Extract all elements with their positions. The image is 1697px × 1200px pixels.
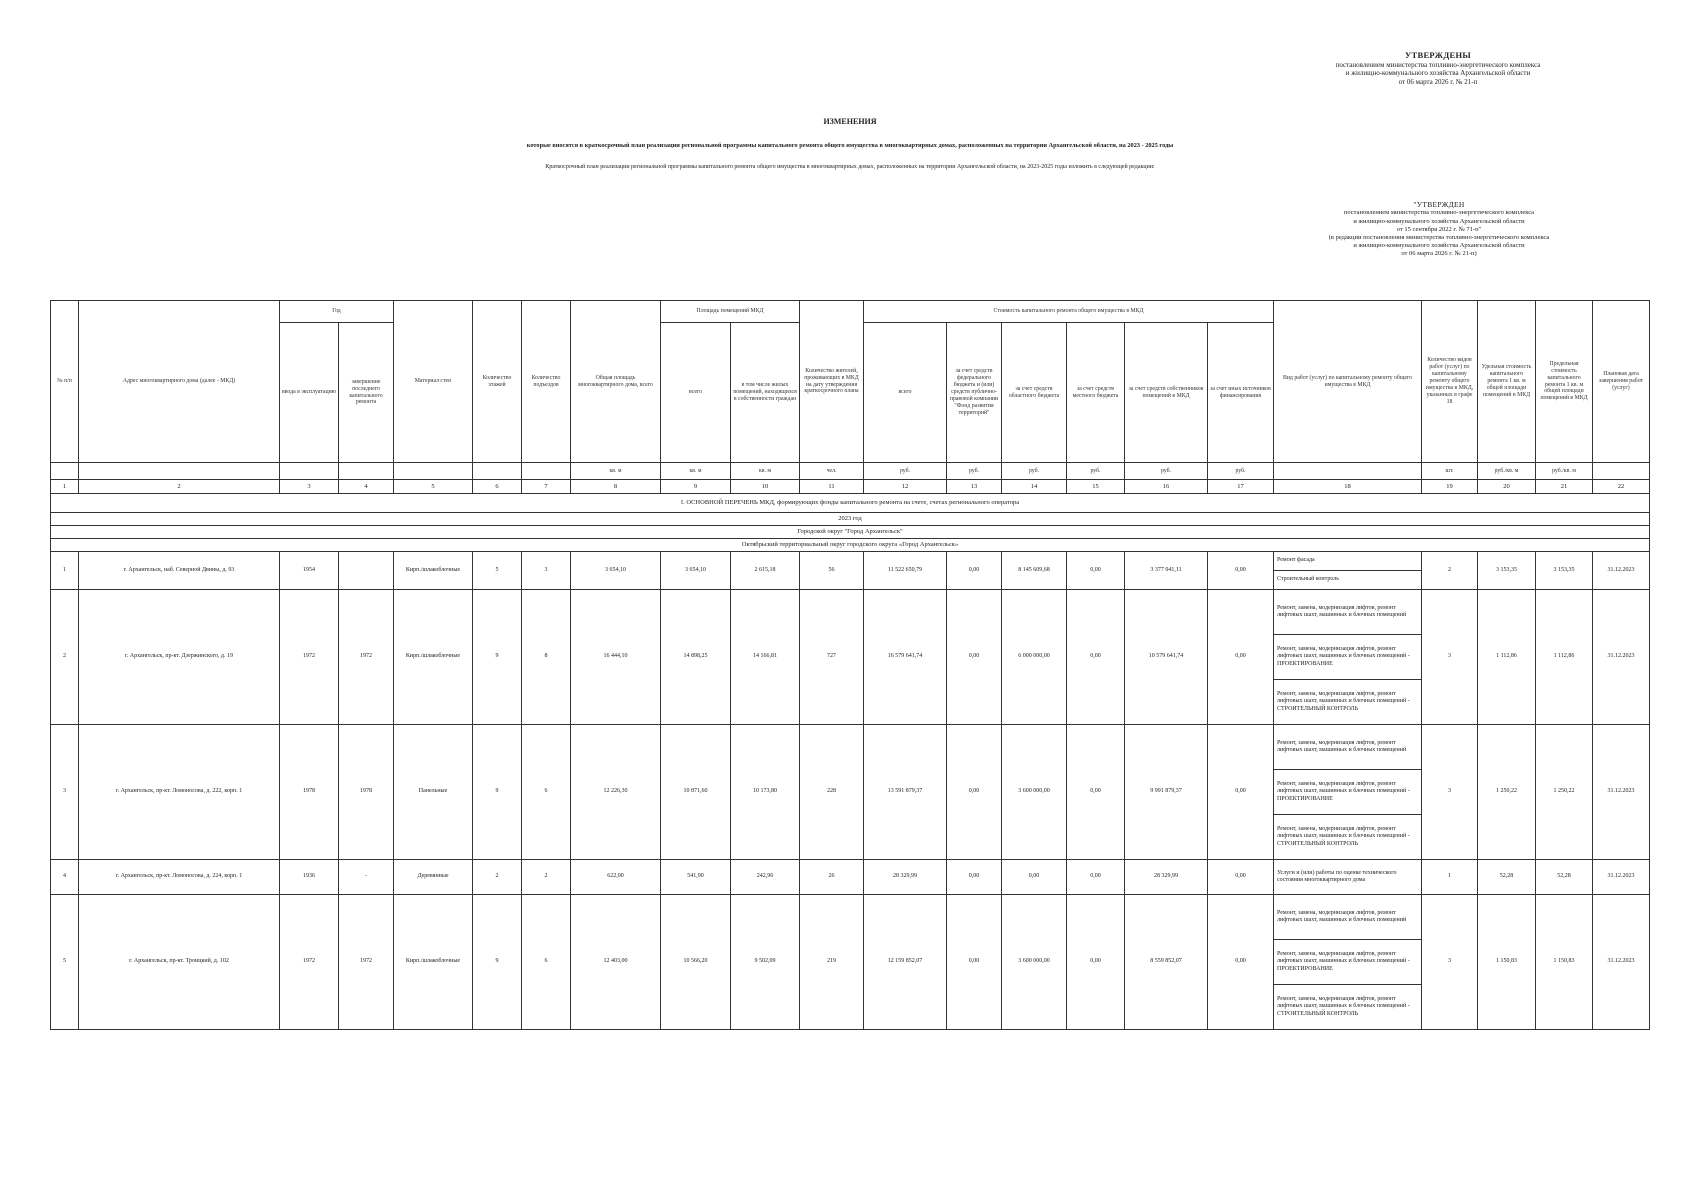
- cell-cost-reg: 0,00: [1002, 860, 1067, 895]
- col-year-repair-header: завершение последнего капитального ремонта: [339, 323, 394, 463]
- column-number-cell: 5: [394, 480, 473, 494]
- cell-work-count: 2: [1422, 552, 1478, 590]
- col-cost-group-header: Стоимость капитального ремонта общего имущества в МКД: [864, 301, 1274, 323]
- approval-line: и жилищно-коммунального хозяйства Архангельской области: [1353, 217, 1525, 225]
- col-work-count-header: Количество видов работ (услуг) по капитальному ремонту общего имущества в МКД, указанных в графе 18: [1422, 301, 1478, 463]
- col-num-header: № п/п: [51, 301, 79, 463]
- unit-cell: [79, 463, 280, 480]
- cell-unit-cost: 1 150,83: [1478, 895, 1536, 1030]
- cell-cost-loc: 0,00: [1067, 895, 1125, 1030]
- unit-cell: [1593, 463, 1650, 480]
- unit-cell: чел.: [800, 463, 864, 480]
- cell-work-type: Ремонт, замена, модернизация лифтов, ремонт лифтовых шахт, машинных и блочных помещений - ПРОЕКТИРОВАНИЕ: [1274, 635, 1422, 680]
- cell-area-all: 10 871,60: [661, 725, 731, 860]
- cell-walls: Кирп./шлакоблочные: [394, 552, 473, 590]
- column-number-cell: 22: [1593, 480, 1650, 494]
- unit-cell: [473, 463, 522, 480]
- unit-cell: руб.: [1002, 463, 1067, 480]
- cell-year-repair: 1972: [339, 590, 394, 725]
- cell-cost-own: 10 579 641,74: [1125, 590, 1208, 725]
- column-number-cell: 9: [661, 480, 731, 494]
- column-number-cell: 1: [51, 480, 79, 494]
- cell-total-area: 622,00: [571, 860, 661, 895]
- cell-entrances: 6: [522, 895, 571, 1030]
- cell-cost-loc: 0,00: [1067, 860, 1125, 895]
- col-cost-own-header: за счет средств собственников помещений в МКД: [1125, 323, 1208, 463]
- cell-cost-fed: 0,00: [947, 590, 1002, 725]
- cell-work-count: 3: [1422, 895, 1478, 1030]
- cell-floors: 5: [473, 552, 522, 590]
- cell-cost-oth: 0,00: [1208, 860, 1274, 895]
- cell-cost-reg: 3 600 000,00: [1002, 895, 1067, 1030]
- cell-cost-oth: 0,00: [1208, 895, 1274, 1030]
- approval-heading: "УТВЕРЖДЕН: [1413, 200, 1465, 209]
- section-subdistrict-heading: Октябрьский территориальный округ городского округа «Город Архангельск»: [51, 539, 1650, 552]
- cell-residents: 727: [800, 590, 864, 725]
- cell-area-res: 10 173,80: [731, 725, 800, 860]
- cell-max-cost: 1 112,86: [1536, 590, 1593, 725]
- column-number-cell: 15: [1067, 480, 1125, 494]
- cell-residents: 26: [800, 860, 864, 895]
- column-number-cell: 4: [339, 480, 394, 494]
- cell-area-res: 9 502,09: [731, 895, 800, 1030]
- unit-cell: руб.: [1067, 463, 1125, 480]
- cell-cost-total: 13 591 879,37: [864, 725, 947, 860]
- cell-cost-own: 9 991 879,37: [1125, 725, 1208, 860]
- unit-cell: руб./кв. м: [1536, 463, 1593, 480]
- cell-num: 3: [51, 725, 79, 860]
- cell-area-all: 541,90: [661, 860, 731, 895]
- col-area-all-header: всего: [661, 323, 731, 463]
- col-total-area-header: Общая площадь многоквартирного дома, всего: [571, 301, 661, 463]
- col-floors-header: Количество этажей: [473, 301, 522, 463]
- col-max-cost-header: Предельная стоимость капитального ремонта 1 кв. м общей площади помещений в МКД: [1536, 301, 1593, 463]
- unit-cell: [51, 463, 79, 480]
- cell-address: г. Архангельск, пр-кт. Ломоносова, д. 224, корп. 1: [79, 860, 280, 895]
- cell-year-repair: 1972: [339, 895, 394, 1030]
- cell-walls: Панельные: [394, 725, 473, 860]
- cell-year-commission: 1954: [280, 552, 339, 590]
- cell-work-type: Ремонт, замена, модернизация лифтов, ремонт лифтовых шахт, машинных и блочных помещений: [1274, 590, 1422, 635]
- col-work-type-header: Вид работ (услуг) по капитальному ремонту общего имущества в МКД: [1274, 301, 1422, 463]
- cell-work-type: Ремонт фасада: [1274, 552, 1422, 571]
- col-cost-loc-header: за счет средств местного бюджета: [1067, 323, 1125, 463]
- table-row: [51, 895, 1650, 940]
- cell-cost-reg: 8 145 609,68: [1002, 552, 1067, 590]
- cell-cost-own: 3 377 041,11: [1125, 552, 1208, 590]
- cell-cost-own: 8 559 852,07: [1125, 895, 1208, 1030]
- column-number-cell: 18: [1274, 480, 1422, 494]
- unit-cell: руб.: [947, 463, 1002, 480]
- cell-floors: 2: [473, 860, 522, 895]
- cell-entrances: 3: [522, 552, 571, 590]
- unit-cell: кв. м: [661, 463, 731, 480]
- cell-cost-total: 12 159 852,07: [864, 895, 947, 1030]
- cell-cost-fed: 0,00: [947, 860, 1002, 895]
- cell-year-commission: 1972: [280, 590, 339, 725]
- unit-cell: руб.: [864, 463, 947, 480]
- unit-cell: [339, 463, 394, 480]
- col-cost-fed-header: за счет средств федерального бюджета и (или) средств публично-правовой компании "Фонд развития территорий": [947, 323, 1002, 463]
- cell-floors: 9: [473, 725, 522, 860]
- unit-cell: руб.: [1208, 463, 1274, 480]
- cell-num: 4: [51, 860, 79, 895]
- cell-work-type: Ремонт, замена, модернизация лифтов, ремонт лифтовых шахт, машинных и блочных помещений - СТРОИТЕЛЬНЫЙ КОНТРОЛЬ: [1274, 680, 1422, 725]
- approval-stamp-second: [1270, 200, 1608, 258]
- cell-year-commission: 1936: [280, 860, 339, 895]
- cell-cost-reg: 3 600 000,00: [1002, 725, 1067, 860]
- col-year-commission-header: ввода в эксплуатацию: [280, 323, 339, 463]
- cell-cost-total: 16 579 641,74: [864, 590, 947, 725]
- table-row: [51, 590, 1650, 635]
- column-number-cell: 12: [864, 480, 947, 494]
- approval-line: и жилищно-коммунального хозяйства Архангельской области: [1353, 241, 1525, 249]
- cell-work-type: Ремонт, замена, модернизация лифтов, ремонт лифтовых шахт, машинных и блочных помещений - СТРОИТЕЛЬНЫЙ КОНТРОЛЬ: [1274, 985, 1422, 1030]
- unit-cell: [280, 463, 339, 480]
- col-date-header: Плановая дата завершения работ (услуг): [1593, 301, 1650, 463]
- document-note: Краткосрочный план реализации региональной программы капитального ремонта общего имущества в многоквартирных домах, расположенных на территории Архангельской области, на 2023-2025 годы изложить в следующей редакции:: [545, 164, 1155, 170]
- approval-line: от 15 сентября 2022 г. № 71-п": [1396, 225, 1482, 233]
- approval-line: от 06 марта 2026 г. № 21-п): [1401, 250, 1477, 257]
- cell-floors: 9: [473, 590, 522, 725]
- cell-walls: Кирп./шлакоблочные: [394, 590, 473, 725]
- column-number-cell: 11: [800, 480, 864, 494]
- section-main-heading: I. ОСНОВНОЙ ПЕРЕЧЕНЬ МКД, формирующих фонды капитального ремонта на счете, счетах регионального оператора: [51, 494, 1650, 513]
- column-number-cell: 14: [1002, 480, 1067, 494]
- cell-cost-reg: 6 000 000,00: [1002, 590, 1067, 725]
- cell-date: 31.12.2023: [1593, 552, 1650, 590]
- cell-floors: 9: [473, 895, 522, 1030]
- cell-address: г. Архангельск, пр-кт. Ломоносова, д. 222, корп. 1: [79, 725, 280, 860]
- cell-cost-oth: 0,00: [1208, 590, 1274, 725]
- approval-line: и жилищно-коммунального хозяйства Архангельской области: [1345, 69, 1531, 78]
- column-number-cell: 7: [522, 480, 571, 494]
- cell-unit-cost: 1 250,22: [1478, 725, 1536, 860]
- cell-entrances: 6: [522, 725, 571, 860]
- cell-work-type: Ремонт, замена, модернизация лифтов, ремонт лифтовых шахт, машинных и блочных помещений - ПРОЕКТИРОВАНИЕ: [1274, 770, 1422, 815]
- cell-cost-total: 28 329,99: [864, 860, 947, 895]
- unit-cell: руб./кв. м: [1478, 463, 1536, 480]
- cell-work-type: Ремонт, замена, модернизация лифтов, ремонт лифтовых шахт, машинных и блочных помещений: [1274, 895, 1422, 940]
- approval-line: (в редакции постановления министерства топливно-энергетического комплекса: [1328, 233, 1550, 241]
- cell-unit-cost: 52,28: [1478, 860, 1536, 895]
- col-entrances-header: Количество подъездов: [522, 301, 571, 463]
- cell-date: 31.12.2023: [1593, 895, 1650, 1030]
- col-cost-reg-header: за счет средств областного бюджета: [1002, 323, 1067, 463]
- column-number-cell: 21: [1536, 480, 1593, 494]
- cell-cost-fed: 0,00: [947, 552, 1002, 590]
- cell-total-area: 12 403,00: [571, 895, 661, 1030]
- cell-year-repair: 1978: [339, 725, 394, 860]
- cell-walls: Деревянные: [394, 860, 473, 895]
- unit-cell: [1274, 463, 1422, 480]
- cell-date: 31.12.2023: [1593, 590, 1650, 725]
- cell-area-all: 10 566,20: [661, 895, 731, 1030]
- cell-work-type: Услуги и (или) работы по оценке технического состояния многоквартирного дома: [1274, 860, 1422, 895]
- cell-max-cost: 52,28: [1536, 860, 1593, 895]
- unit-cell: [394, 463, 473, 480]
- approval-line: постановлением министерства топливно-энергетического комплекса: [1335, 60, 1541, 69]
- cell-year-commission: 1972: [280, 895, 339, 1030]
- cell-entrances: 2: [522, 860, 571, 895]
- cell-residents: 228: [800, 725, 864, 860]
- cell-address: г. Архангельск, пр-кт. Дзержинского, д. 19: [79, 590, 280, 725]
- col-area-group-header: Площадь помещений МКД: [661, 301, 800, 323]
- cell-work-count: 3: [1422, 590, 1478, 725]
- cell-work-type: Ремонт, замена, модернизация лифтов, ремонт лифтовых шахт, машинных и блочных помещений - ПРОЕКТИРОВАНИЕ: [1274, 940, 1422, 985]
- cell-cost-own: 28 329,99: [1125, 860, 1208, 895]
- cell-year-commission: 1978: [280, 725, 339, 860]
- cell-address: г. Архангельск, наб. Северной Двины, д. 93: [79, 552, 280, 590]
- section-year-heading: 2023 год: [51, 513, 1650, 526]
- cell-total-area: 12 226,30: [571, 725, 661, 860]
- repair-plan-table: [50, 300, 1650, 1030]
- cell-date: 31.12.2023: [1593, 860, 1650, 895]
- approval-line: постановлением министерства топливно-энергетического комплекса: [1343, 209, 1535, 217]
- cell-cost-loc: 0,00: [1067, 590, 1125, 725]
- approval-line: от 06 марта 2026 г. № 21-п: [1398, 78, 1478, 87]
- cell-area-res: 14 166,81: [731, 590, 800, 725]
- column-number-cell: 2: [79, 480, 280, 494]
- cell-max-cost: 1 150,83: [1536, 895, 1593, 1030]
- table-row: [51, 552, 1650, 571]
- col-year-group-header: Год: [280, 301, 394, 323]
- cell-cost-oth: 0,00: [1208, 552, 1274, 590]
- cell-area-all: 14 898,25: [661, 590, 731, 725]
- col-area-res-header: в том числе жилых помещений, находящихся в собственности граждан: [731, 323, 800, 463]
- cell-residents: 219: [800, 895, 864, 1030]
- unit-cell: шт.: [1422, 463, 1478, 480]
- cell-max-cost: 1 250,22: [1536, 725, 1593, 860]
- col-walls-header: Материал стен: [394, 301, 473, 463]
- cell-max-cost: 3 153,35: [1536, 552, 1593, 590]
- cell-year-repair: [339, 552, 394, 590]
- unit-cell: кв. м: [731, 463, 800, 480]
- cell-area-res: 2 615,18: [731, 552, 800, 590]
- cell-cost-fed: 0,00: [947, 895, 1002, 1030]
- table-row: [51, 725, 1650, 770]
- table-row: [51, 860, 1650, 895]
- cell-unit-cost: 1 112,86: [1478, 590, 1536, 725]
- cell-work-type: Ремонт, замена, модернизация лифтов, ремонт лифтовых шахт, машинных и блочных помещений - СТРОИТЕЛЬНЫЙ КОНТРОЛЬ: [1274, 815, 1422, 860]
- cell-year-repair: -: [339, 860, 394, 895]
- column-number-cell: 8: [571, 480, 661, 494]
- cell-unit-cost: 3 153,35: [1478, 552, 1536, 590]
- cell-address: г. Архангельск, пр-кт. Троицкий, д. 102: [79, 895, 280, 1030]
- column-numbers-row: [51, 480, 1650, 494]
- cell-area-res: 242,96: [731, 860, 800, 895]
- column-number-cell: 13: [947, 480, 1002, 494]
- cell-num: 1: [51, 552, 79, 590]
- cell-work-type: Ремонт, замена, модернизация лифтов, ремонт лифтовых шахт, машинных и блочных помещений: [1274, 725, 1422, 770]
- col-address-header: Адрес многоквартирного дома (далее - МКД): [79, 301, 280, 463]
- cell-num: 2: [51, 590, 79, 725]
- cell-work-count: 3: [1422, 725, 1478, 860]
- cell-total-area: 3 654,10: [571, 552, 661, 590]
- column-number-cell: 17: [1208, 480, 1274, 494]
- col-residents-header: Количество жителей, проживающих в МКД на дату утверждения краткосрочного плана: [800, 301, 864, 463]
- column-number-cell: 19: [1422, 480, 1478, 494]
- cell-date: 31.12.2023: [1593, 725, 1650, 860]
- unit-cell: [522, 463, 571, 480]
- column-number-cell: 10: [731, 480, 800, 494]
- col-unit-cost-header: Удельная стоимость капитального ремонта 1 кв. м общей площади помещений в МКД: [1478, 301, 1536, 463]
- cell-cost-fed: 0,00: [947, 725, 1002, 860]
- cell-entrances: 8: [522, 590, 571, 725]
- cell-cost-oth: 0,00: [1208, 725, 1274, 860]
- cell-cost-loc: 0,00: [1067, 552, 1125, 590]
- unit-cell: руб.: [1125, 463, 1208, 480]
- column-number-cell: 6: [473, 480, 522, 494]
- cell-work-type: Строительный контроль: [1274, 571, 1422, 590]
- approval-heading: УТВЕРЖДЕНЫ: [1404, 50, 1472, 60]
- cell-work-count: 1: [1422, 860, 1478, 895]
- column-number-cell: 16: [1125, 480, 1208, 494]
- cell-cost-loc: 0,00: [1067, 725, 1125, 860]
- section-district-heading: Городской округ "Город Архангельск": [51, 526, 1650, 539]
- column-number-cell: 3: [280, 480, 339, 494]
- col-cost-oth-header: за счет иных источников финансирования: [1208, 323, 1274, 463]
- unit-cell: кв. м: [571, 463, 661, 480]
- cell-residents: 56: [800, 552, 864, 590]
- cell-cost-total: 11 522 650,79: [864, 552, 947, 590]
- cell-num: 5: [51, 895, 79, 1030]
- cell-total-area: 16 444,10: [571, 590, 661, 725]
- cell-walls: Кирп./шлакоблочные: [394, 895, 473, 1030]
- document-title: ИЗМЕНЕНИЯ: [823, 117, 877, 126]
- cell-area-all: 3 654,10: [661, 552, 731, 590]
- column-number-cell: 20: [1478, 480, 1536, 494]
- col-cost-total-header: всего: [864, 323, 947, 463]
- document-subtitle: которые вносятся в краткосрочный план реализации региональной программы капитального ремонта общего имущества в многоквартирных домах, расположенных на территории Архангельской области, на 2023 - 2025 годы: [526, 142, 1174, 149]
- approval-stamp-top: [1288, 50, 1588, 87]
